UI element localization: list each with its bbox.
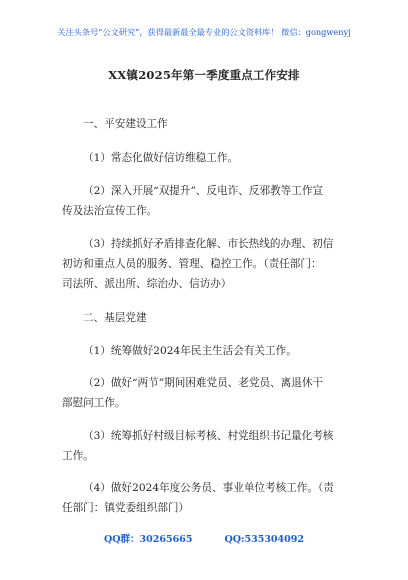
section2-item4-line1: （4）做好2024年度公务员、事业单位考核工作。（责 (83, 482, 334, 494)
section1-item3-line2: 初访和重点人员的服务、管理、稳控工作。（责任部门： (62, 258, 322, 270)
section2-item3-line1: （3）统筹抓好村级目标考核、村党组织书记量化考核 (83, 430, 334, 442)
promo-banner: 关注头条号“公文研究”，获得最新最全最专业的公文资料库！ 微信：gongwenyj (57, 27, 351, 37)
section2-item4-line2: 任部门：镇党委组织部门） (62, 502, 190, 514)
qq-number-label: QQ:535304092 (224, 534, 304, 545)
document-title: XX镇2025年第一季度重点工作安排 (108, 68, 300, 82)
contact-footer (0, 531, 408, 545)
section1-item3-line1: （3）持续抓好矛盾排查化解、市长热线的办理、初信 (83, 238, 334, 250)
section2-item1-line1: （1）统筹做好2024年民主生活会有关工作。 (83, 345, 297, 357)
section2-item2-line2: 部慰问工作。 (62, 397, 126, 409)
section1-item1-line1: （1）常态化做好信访维稳工作。 (83, 152, 239, 164)
section1-item3-line3: 司法所、派出所、综治办、信访办） (62, 278, 232, 290)
section2-item3-line2: 工作。 (62, 450, 94, 462)
section-heading-2: 二、基层党建 (83, 312, 147, 324)
section1-item2-line2: 传及法治宣传工作。 (62, 205, 158, 217)
section-heading-1: 一、平安建设工作 (83, 118, 168, 130)
section2-item2-line1: （2）做好“两节”期间困难党员、老党员、离退休干 (83, 377, 324, 389)
qq-group-label: QQ群：30265665 (104, 534, 193, 545)
section1-item2-line1: （2）深入开展“双提升”、反电诈、反邪教等工作宣 (83, 185, 324, 197)
